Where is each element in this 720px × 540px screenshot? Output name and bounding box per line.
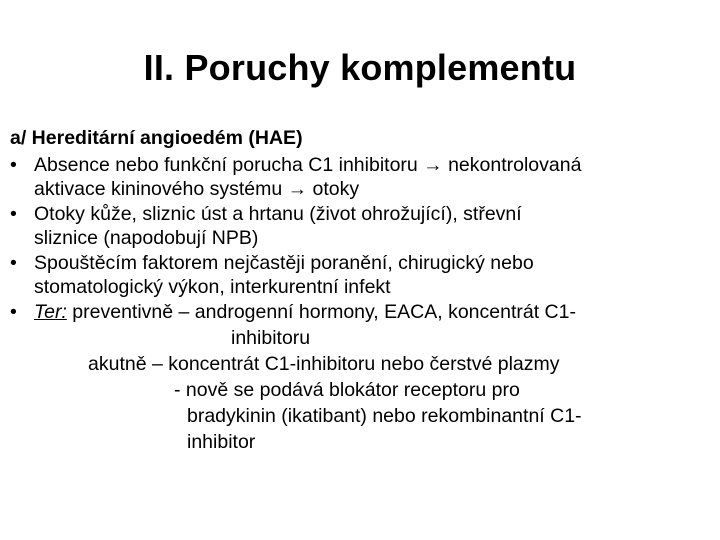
- bullet-dot: •: [10, 203, 17, 225]
- therapy-preventive: preventivně – androgenní hormony, EACA, koncentrát C1-: [66, 301, 576, 323]
- slide-content: [10, 124, 716, 455]
- bullet-text: Spouštěcím faktorem nejčastěji poranění, chirugický nebo: [34, 252, 534, 274]
- bullet-item: [10, 250, 716, 276]
- therapy-label: Ter:: [34, 301, 67, 323]
- therapy-new-line1: - nově se podává blokátor receptoru pro: [174, 379, 520, 401]
- therapy-acute: akutně – koncentrát C1-inhibitoru nebo čerstvé plazmy: [88, 353, 560, 375]
- slide-title: II. Poruchy komplementu: [143, 47, 577, 88]
- therapy-preventive-cont: inhibitoru: [231, 327, 311, 349]
- bullet-continuation: stomatologický výkon, interkurentní infekt: [34, 276, 391, 298]
- bullet-item: [10, 152, 716, 178]
- bullet-item: [10, 201, 716, 227]
- therapy-item: [10, 299, 716, 325]
- bullet-text: Absence nebo funkční porucha C1 inhibitoru → nekontrolovaná: [34, 154, 582, 176]
- bullet-dot: •: [10, 154, 17, 176]
- bullet-continuation: sliznice (napodobují NPB): [34, 227, 259, 249]
- bullet-continuation: aktivace kininového systému → otoky: [34, 178, 360, 200]
- bullet-text: Otoky kůže, sliznic úst a hrtanu (život ohrožující), střevní: [34, 203, 522, 225]
- subheading: a/ Hereditární angioedém (HAE): [10, 127, 303, 149]
- therapy-new-line2: bradykinin (ikatibant) nebo rekombinantní C1-: [187, 405, 582, 427]
- bullet-dot: •: [10, 252, 17, 274]
- therapy-new-line3: inhibitor: [187, 431, 256, 453]
- bullet-dot: •: [10, 301, 17, 323]
